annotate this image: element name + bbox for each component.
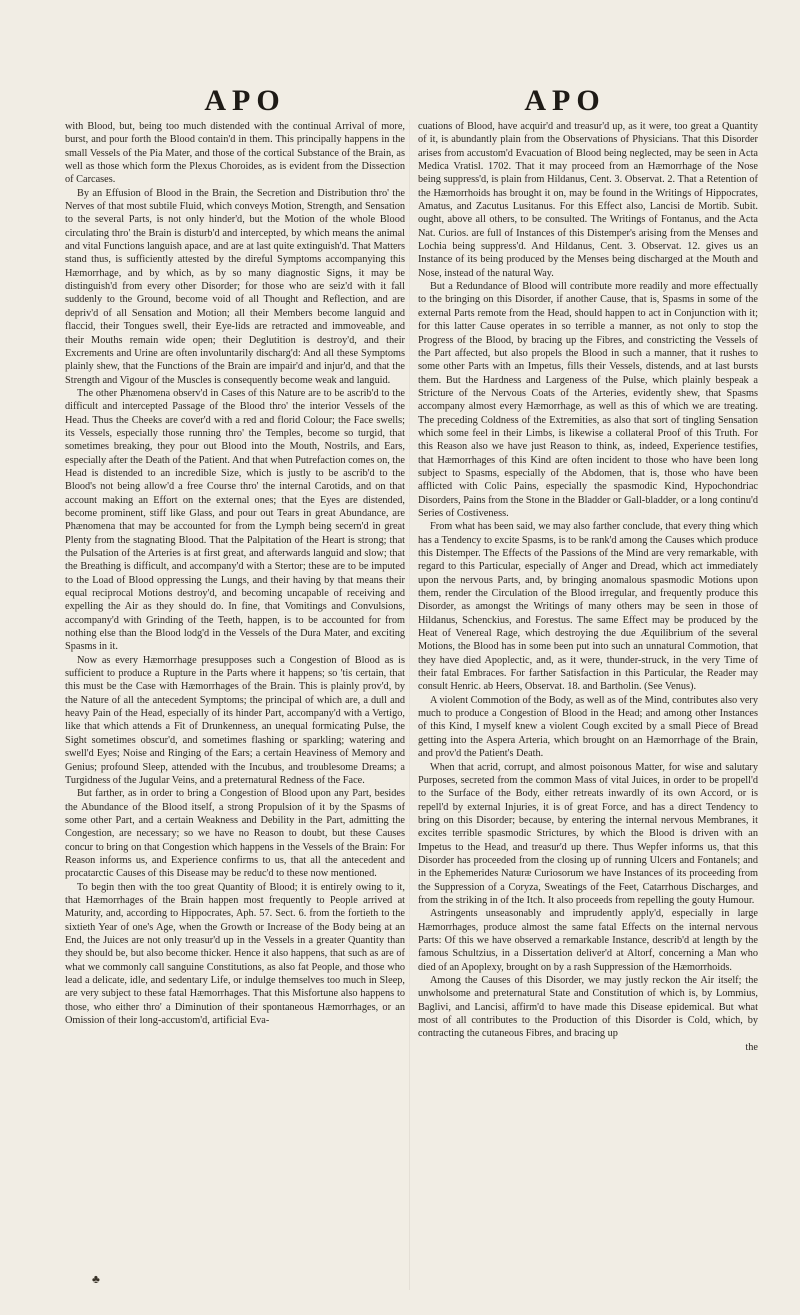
signature-mark: ♣ (92, 1272, 100, 1286)
header-word-right: APO (524, 84, 606, 117)
paragraph: From what has been said, we may also farther conclude, that every thing which has a Tendency to excite Spasms, is to be rank'd among the Causes which produce this Distemper. The Effects of the Passions of the Mind are very remarkable, with regard to this Particular, especially of Anger and Dread, which act immediately upon the nervous Parts, and, by bringing anomalous spasmodic Motions upon them, render the Circulation of the Blood irregular, and frequently produce this Disorder, as amongst the Writings of many others may be seen in those of Hildanus, Schenckius, and Forestus. The same Effect may be produced by the Heat of Venereal Rage, which destroying the due Æquilibrium of the several Motions, the Blood has in some been put into such an unnatural Commotion, that they have died Apoplectic, and, as it were, thunder-struck, in the very Time of their fatal Embraces. For farther Satisfaction in this Particular, the Reader may consult Henric. ab Heers, Observat. 18. and Bartholin. (See Venus). (418, 521, 758, 693)
paragraph: The other Phænomena observ'd in Cases of this Nature are to be ascrib'd to the difficult and intercepted Passage of the Blood thro' the interior Vessels of the Head. Thus the Cheeks are cover'd with a red and florid Colour; the Face swells; its Vessels, especially those running thro' the Temples, become so turgid, that sometimes breaking, they pour out Blood into the Mouth, Nostrils, and Ears, especially after the Death of the Patient. And that when Putrefaction comes on, the Head is distended to an incredible Size, which is justly to be ascrib'd to the Blood's not being allow'd a free Course thro' the internal Carotids, and on that account making an Effort on the external ones; that the Eyes are distended, become prominent, stiff like Glass, and pour out Tears in great Abundance, are Phænomena that may be accounted for from the Lymph being secern'd in great Plenty from the stagnating Blood. That the Palpitation of the Heart is strong; that the Pulsation of the Arteries is at first great, and afterwards languid and slow; that the Breathing is difficult, and accompany'd with a Stertor; these are to be imputed to the Load of Blood oppressing the Lungs, and their having by that means their equal reciprocal Motions destroy'd, and becoming uncapable of receiving and expelling the Air as they should do. In fine, that Vomitings and Convulsions, accompany'd with Grinding of the Teeth, happen, is to be accounted for from nothing else than the Blood lodg'd in the Vessels of the Dura Mater, and exciting Spasms in it. (65, 387, 405, 653)
column-gutter (409, 120, 410, 1290)
running-header (0, 84, 800, 124)
paragraph: cuations of Blood, have acquir'd and treasur'd up, as it were, too great a Quantity of it, is abundantly plain from the Observations of Physicians. That this Disorder arises from accustom'd Evacuation of Blood being neglected, may be seen in Acta Medica Vratisl. 1702. That it may proceed from an Hæmorrhage of the Nose being suppress'd, is plain from Hildanus, Cent. 3. Observat. 2. That a Retention of the Hæmorrhoids has brought it on, may be found in the Writings of Hippocrates, Amatus, and Zacutus Lusitanus. For this Effect also, Lancisi de Mortib. Subit. ought, above all others, to be consulted. The Writings of Fontanus, and the Acta Nat. Curios. are full of Instances of this Distemper's arising from the Menses and Lochia being suppress'd. And Hildanus, Cent. 3. Observat. 12. gives us an Instance of its being produced by the Menses being discharged at the Mouth and Nose, instead of the natural Way. (418, 121, 758, 279)
paragraph: By an Effusion of Blood in the Brain, the Secretion and Distribution thro' the Nerves of that most subtile Fluid, which conveys Motion, Strength, and Sensation to the several Parts, is not only hinder'd, but the Motion of the whole Blood circulating thro' the Brain is disturb'd and intercepted, by which means the animal and vital Functions languish apace, and are at last quite extinguish'd. That Matters stand thus, is sufficiently attested by the direful Symptoms accompanying this Hæmorrhage, and by which, as by so many diagnostic Signs, it may be distinguish'd from every other Disorder; for those who are seiz'd with it fall suddenly to the Ground, become void of all Thought and Reflection, and are depriv'd of all Sensation and Motion; all their Members become languid and flaccid, their Tongues swell, their Eye-lids are retracted and immoveable, and their Mouths remain wide open; their Deglutition is destroy'd, and their Excrements and Urine are often involuntarily discharg'd: And all these Symptoms plainly shew, that the Functions of the Brain are impair'd and injur'd, and that the Strength and Vigour of the Muscles is consequently become weak and languid. (65, 187, 405, 386)
paragraph: with Blood, but, being too much distended with the continual Arrival of more, burst, and pour forth the Blood contain'd in them. This principally happens in the small Vessels of the Pia Mater, and those of the cortical Substance of the Brain, as well as those which form the Plexus Choroides, as is evident from the Dissection of Carcases. (65, 121, 405, 186)
paragraph: Astringents unseasonably and imprudently apply'd, especially in large Hæmorrhages, produce almost the same fatal Effects on the internal nervous Parts: Of this we have observed a remarkable Instance, describ'd at length by the famous Schultzius, in a Dissertation deliver'd at Altorf, concerning a Man who died of an Apoplexy, brought on by a rash Suppression of the Hæmorrhoids. (418, 908, 758, 973)
paragraph: To begin then with the too great Quantity of Blood; it is entirely owing to it, that Hæmorrhages of the Brain happen most frequently to People arrived at Maturity, and, according to Hippocrates, Aph. 57. Sect. 6. from the fortieth to the sixtieth Year of one's Age, when the Growth or Increase of the Body being at an End, the Juices are not only treasur'd up in the Vessels in a greater Quantity than they should be, but also become thicker. Hence it also happens, that such as are of what we commonly call sanguine Constitutions, as also fat People, and those who lead a delicate, idle, and sedentary Life, or indulge themselves too much in Sleep, are very subject to these fatal Hæmorrhages. That this Misfortune also happens to those, who either thro' a Diminution of their spontaneous Hæmorrhages, or an Omission of their long-accustom'd, artificial Eva- (65, 881, 405, 1027)
paragraph: But farther, as in order to bring a Congestion of Blood upon any Part, besides the Abundance of the Blood itself, a strong Propulsion of it by the Spasms of some other Part, and a certain Weakness and Debility in the Part, admitting the Congestion, are necessary; so we have no Reason to doubt, but these Causes concur to bring on that Congestion which happens in the Vessels of the Brain: For Reason informs us, and Experience confirms to us, that all the antecedent and procatarctic Causes of this Disease may be reduc'd to these now mentioned. (65, 788, 405, 880)
catchword: the (745, 1041, 758, 1053)
left-column (65, 120, 405, 1300)
header-word-left: APO (204, 84, 286, 117)
paragraph: A violent Commotion of the Body, as well as of the Mind, contributes also very much to produce a Congestion of Blood in the Head; and among other Instances of this Kind, I myself knew a violent Cough excited by a small Piece of Bread getting into the Aspera Arteria, which brought on an Hæmorrhage of the Brain, and prov'd the Patient's Death. (418, 694, 758, 760)
paragraph: Now as every Hæmorrhage presupposes such a Congestion of Blood as is sufficient to produce a Rupture in the Parts where it happens; so 'tis certain, that this must be the Case with Hæmorrhages of the Brain. This is plainly prov'd, by the Nature of all the antecedent Symptoms; the principal of which are, a dull and heavy Pain of the Head, especially of its hinder Part, accompany'd with a Vertigo, like that which attends a Fit of Drunkenness, an unequal formicating Pulse, the Sight sometimes obscur'd, and sometimes flashing or sparkling; watering and swell'd Eyes; Noise and Ringing of the Ears; a certain Heaviness of Memory and Genius; profound Sleep, attended with the Incubus, and troublesome Dreams; a Turgidness of the Jugular Veins, and a preternatural Redness of the Face. (65, 654, 405, 786)
paragraph: When that acrid, corrupt, and almost poisonous Matter, for wise and salutary Purposes, secreted from the common Mass of vital Juices, in order to be propell'd to the Surface of the Body, either retreats inwardly of its own Accord, or is repell'd by external Injuries, it is of great Force, and has a direct Tendency to bring on this Disorder; because, by entering the internal nervous Membranes, it excites terrible spasmodic Strictures, by which the Blood is driven with an Impetus to the Head, and treasur'd up there. Thus Wepfer informs us, that this Disorder has proceeded from the closing up of running Ulcers and Fontanels; and in the Ephemerides Naturæ Curiosorum we have Instances of its proceeding from the Suppression of a Coryza, Sweatings of the Feet, Catarrhous Discharges, and from the striking in of the Itch. It also proceeds from repelling the gouty Humour. (418, 761, 758, 906)
paragraph: But a Redundance of Blood will contribute more readily and more effectually to the bringing on this Disorder, if another Cause, that is, Spasms in some of the external Parts remote from the Head, should happen to act in Conjunction with it; for this latter Cause operates in so terrible a manner, as not only to stop the Progress of the Blood, by bracing up the Fibres, and constricting the Vessels of the Part affected, but also propels the Blood in such a manner, that it rushes to some other Parts with an Impetus, fills their Vessels, distends, and at last bursts them. But the Hardness and Largeness of the Pulse, which plainly bespeak a Stricture of the Nervous Coats of the Arteries, evidently shew, that Spasms accompany almost every Hæmorrhage, as well as this of which we are treating. The preceding Coldness of the Extremities, as also that sort of tingling Sensation which some feel in their Limbs, is likewise a collateral Proof of this Truth. For this Reason also we have just Reason to think, as, indeed, Experience testifies, that Hæmorrhages of this Kind are often incident to those who have been long subject to Spasms, especially of the Abdomen, that is, those who have been afflicted with Colic Pains, especially the spasmodic Kind, Hypochondriac Disorders, Pains from the Stone in the Bladder or Gall-bladder, or a long continu'd Series of Costiveness. (418, 281, 758, 519)
paragraph: Among the Causes of this Disorder, we may justly reckon the Air itself; the unwholsome and preternatural State and Constitution of which is, by Lommius, Baglivi, and Lancisi, affirm'd to have made this Disease epidemical. But what most of all contributes to the Production of this Disorder is Cold, which, by contracting the cutaneous Fibres, and bracing up (418, 975, 758, 1040)
right-column (418, 120, 758, 1300)
